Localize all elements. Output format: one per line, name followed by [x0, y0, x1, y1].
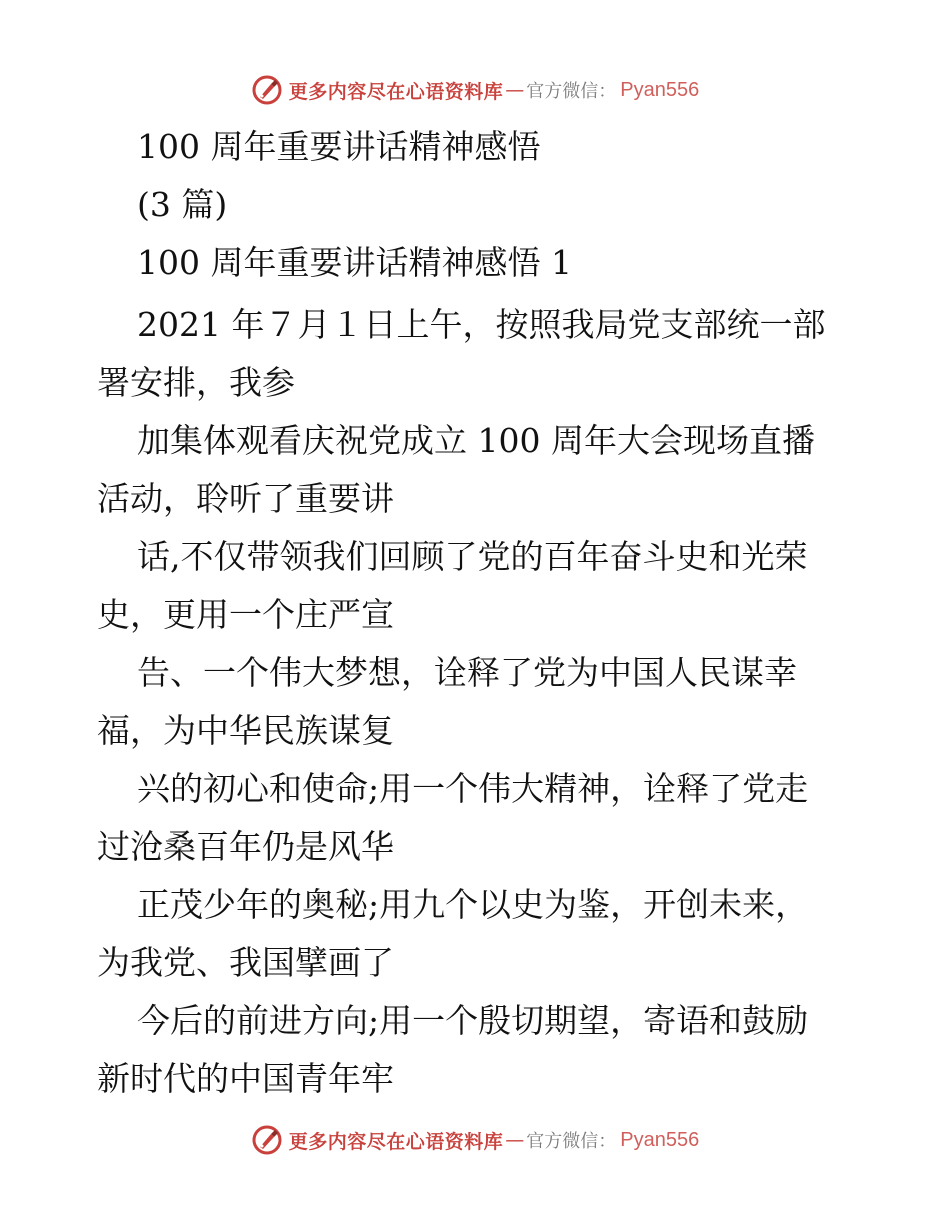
paragraph-line: 今后的前进方向;用一个殷切期望，寄语和鼓励 — [137, 1001, 809, 1040]
paragraph-line: 兴的初心和使命;用一个伟大精神，诠释了党走 — [137, 769, 809, 808]
paragraph-line: 史，更用一个庄严宣 — [97, 595, 394, 634]
watermark-footer — [0, 1120, 950, 1160]
paragraph-line: 为我党、我国擘画了 — [97, 943, 394, 982]
pen-logo-icon — [251, 74, 283, 106]
document-title: 100 周年重要讲话精神感悟 — [137, 127, 541, 166]
watermark-brand-text: 更多内容尽在心语资料库 — [288, 80, 504, 103]
watermark-label: 官方微信： — [526, 1131, 617, 1152]
watermark-label: 官方微信： — [526, 81, 617, 102]
paragraph-line: 新时代的中国青年牢 — [97, 1059, 394, 1098]
paragraph-line: 福，为中华民族谋复 — [97, 711, 394, 750]
paragraph-line: 2021 年７月１日上午，按照我局党支部统一部 — [137, 305, 826, 344]
paragraph-line: 过沧桑百年仍是风华 — [97, 827, 394, 866]
paragraph-line: 话,不仅带领我们回顾了党的百年奋斗史和光荣 — [137, 537, 808, 576]
section-heading: 100 周年重要讲话精神感悟 1 — [137, 243, 572, 282]
paragraph-line: 正茂少年的奥秘;用九个以史为鉴，开创未来， — [137, 885, 809, 924]
paragraph-line: 加集体观看庆祝党成立 100 周年大会现场直播 — [137, 421, 815, 460]
paragraph-line: 告、一个伟大梦想，诠释了党为中国人民谋幸 — [137, 653, 797, 692]
document-subtitle: (3 篇) — [137, 185, 228, 224]
pen-logo-icon — [251, 1124, 283, 1156]
paragraph-line: 活动，聆听了重要讲 — [97, 479, 394, 518]
paragraph-line: 署安排，我参 — [97, 363, 295, 402]
watermark-dash: — — [505, 1129, 525, 1151]
watermark-wechat-id: Pyan556 — [620, 1128, 700, 1151]
watermark-brand-text: 更多内容尽在心语资料库 — [288, 1130, 504, 1153]
watermark-wechat-id: Pyan556 — [620, 78, 700, 101]
watermark-header — [0, 70, 950, 110]
watermark-dash: — — [505, 79, 525, 101]
